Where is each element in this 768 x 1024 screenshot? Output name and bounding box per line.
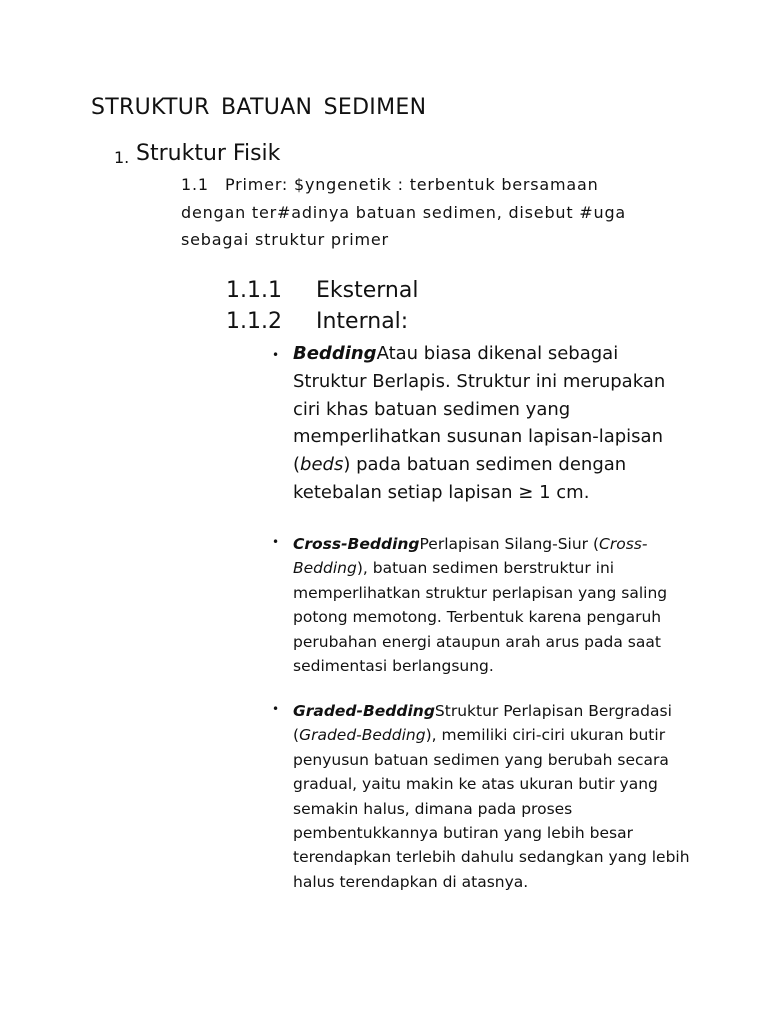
heading-title: Internal: (316, 309, 409, 334)
bullet-icon: • (272, 535, 280, 549)
italic-term: Graded-Bedding (299, 726, 426, 745)
subsection-number: 1.1 (181, 175, 209, 194)
description-text: ), batuan sedimen berstruktur ini memperlihatkan struktur perlapisan yang saling potong memotong. Terbentuk karena pengaruh perubahan energi ataupun arah arus pada saat sedimentasi berlangsung. (293, 559, 668, 676)
heading-internal (226, 309, 408, 334)
heading-eksternal (226, 278, 418, 303)
description-text: ), memiliki ciri-ciri ukuran butir penyusun batuan sedimen yang berubah secara gradual, yaitu makin ke atas ukuran butir yang semakin halus, dimana pada proses pembentukkannya butiran yang lebih besar terendapkan terlebih dahulu sedangkan yang lebih halus terendapkan di atasnya. (293, 726, 690, 891)
term-label: Cross-Bedding (293, 535, 420, 553)
section-title: Struktur Fisik (136, 141, 281, 166)
document-title: STRUKTUR BATUAN SEDIMEN (91, 95, 427, 120)
heading-title: Eksternal (316, 278, 419, 303)
subsection-primer (181, 171, 661, 254)
list-item-text (293, 340, 693, 507)
italic-term: beds (300, 454, 344, 476)
list-item-text (293, 532, 693, 678)
heading-number: 1.1.1 (226, 278, 282, 303)
description-text: Struktur Perlapisan Bergradasi ( (293, 702, 672, 745)
description-text: Perlapisan Silang-Siur ( (419, 535, 600, 553)
term-label: Bedding (293, 343, 377, 364)
term-label: Graded-Bedding (293, 702, 435, 720)
list-item-text (293, 699, 693, 894)
bullet-icon: • (272, 702, 280, 716)
section-number: 1. (114, 148, 130, 167)
description-text: Atau biasa dikenal sebagai Struktur Berlapis. Struktur ini merupakan ciri khas batuan sedimen yang memperlihatkan susunan lapisan-lapisan ( (293, 343, 666, 476)
bullet-icon: • (272, 348, 280, 362)
italic-term: Cross-Bedding (293, 535, 648, 578)
heading-number: 1.1.2 (226, 309, 282, 334)
subsection-text: Primer: $yngenetik : terbentuk bersamaan dengan ter#adinya batuan sedimen, disebut #uga sebagai struktur primer (181, 175, 627, 249)
description-text: ) pada batuan sedimen dengan ketebalan setiap lapisan ≥ 1 cm. (293, 454, 627, 503)
